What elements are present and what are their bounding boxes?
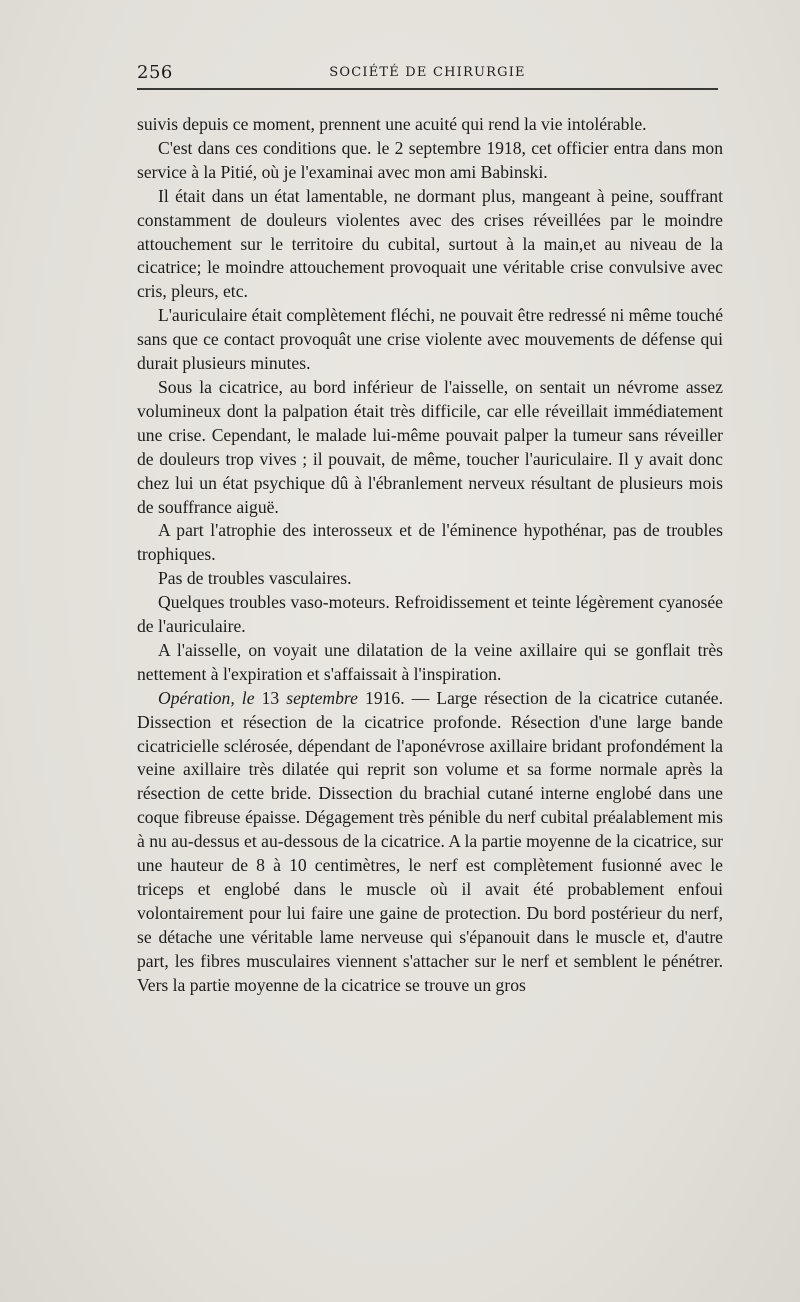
paragraph-1: suivis depuis ce moment, prennent une acuité qui rend la vie intolérable. (137, 114, 647, 134)
running-head: SOCIÉTÉ DE CHIRURGIE (329, 65, 526, 80)
operation-month-italic: septembre (286, 687, 358, 708)
paragraph-3: Il était dans un état lamentable, ne dormant plus, mangeant à peine, souffrant constamment de douleurs violentes avec des crises réveillées par le moindre attouchement sur le territoire du cubital, surtout à la main,et au niveau de la cicatrice; le moindre attouchement provoquait une véritable crise convulsive avec cris, pleurs, etc. (137, 185, 723, 302)
paragraph-operation (137, 687, 723, 998)
operation-day: 13 (254, 687, 287, 708)
paragraph-8: Quelques troubles vaso-moteurs. Refroidissement et teinte légèrement cyanosée de l'auriculaire. (137, 592, 723, 637)
paragraph-2: C'est dans ces conditions que. le 2 septembre 1918, cet officier entra dans mon service à la Pitié, où je l'examinai avec mon ami Babinski. (137, 137, 723, 182)
paragraph-9: A l'aisselle, on voyait une dilatation de la veine axillaire qui se gonflait très nettement à l'expiration et s'affaissait à l'inspiration. (137, 639, 723, 684)
paragraph-6: A part l'atrophie des interosseux et de l'éminence hypothénar, pas de troubles trophiques. (137, 520, 723, 565)
page-number: 256 (137, 62, 173, 83)
paragraph-4: L'auriculaire était complètement fléchi, ne pouvait être redressé ni même touché sans que ce contact provoquât une crise violente avec mouvements de défense qui durait plusieurs minutes. (137, 305, 723, 374)
operation-text: 1916. — Large résection de la cicatrice cutanée. Dissection et résection de la cicatrice profonde. Résection d'une large bande cicatricielle sclérosée, dépendant de l'aponévrose axillaire bridant profondément la veine axillaire très dilatée qui reprit son volume et sa forme normale après la résection de cette bride. Dissection du brachial cutané interne englobé dans une coque fibreuse épaisse. Dégagement très pénible du nerf cubital préalablement mis à nu au-dessus et au-dessous de la cicatrice. A la partie moyenne de la cicatrice, sur une hauteur de 8 à 10 centimètres, le nerf est complètement fusionné avec le triceps et englobé dans le muscle où il avait été probablement enfoui volontairement pour lui faire une gaine de protection. Du bord postérieur du nerf, se détache une véritable lame nerveuse qui s'épanouit dans le muscle et, d'autre part, les fibres musculaires viennent s'attacher sur le nerf et semblent le pénétrer. Vers la partie moyenne de la cicatrice se trouve un gros (137, 687, 723, 995)
page-header (137, 58, 718, 90)
body-text (137, 113, 723, 998)
paragraph-5: Sous la cicatrice, au bord inférieur de l'aisselle, on sentait un névrome assez volumineux dont la palpation était très difficile, car elle réveillait immédiatement une crise. Cependant, le malade lui-même pouvait palper la tumeur sans réveiller de douleurs trop vives ; il pouvait, de même, toucher l'auriculaire. Il y avait donc chez lui un état psychique dû à l'ébranlement nerveux résultant de plusieurs mois de souffrance aiguë. (137, 376, 723, 517)
paragraph-7: Pas de troubles vasculaires. (158, 568, 352, 589)
operation-heading-italic: Opération, le (158, 687, 255, 708)
